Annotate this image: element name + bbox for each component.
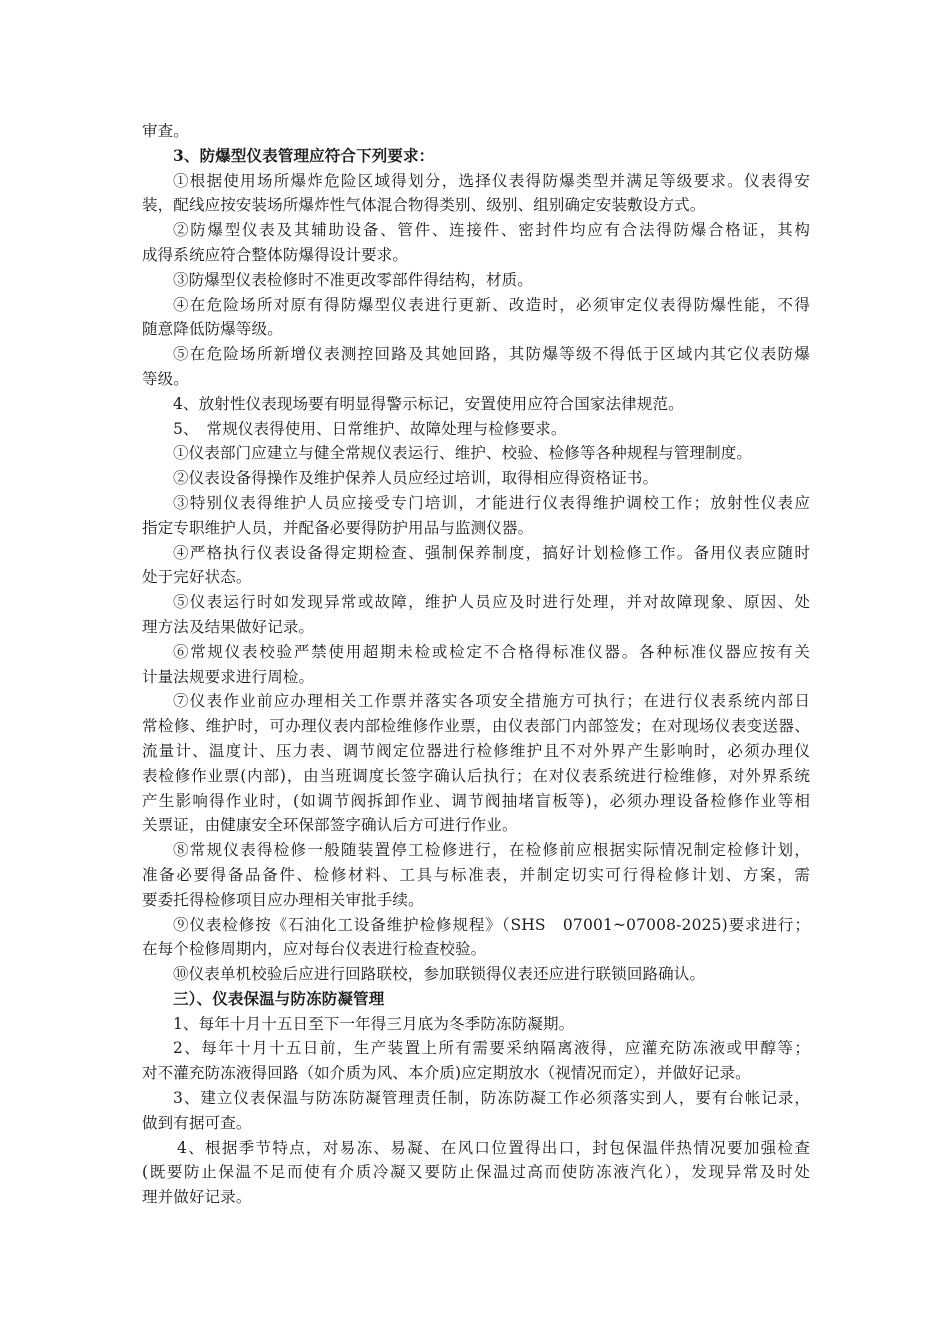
text-line: 在每个检修周期内，应对每台仪表进行检查校验。 <box>142 940 487 959</box>
document-body <box>142 119 810 1210</box>
text-line: 关票证，由健康安全环保部签字确认后方可进行作业。 <box>142 816 518 835</box>
text-line: 计量法规要求进行周检。 <box>142 667 315 686</box>
text-line: ①仪表部门应建立与健全常规仪表运行、维护、校验、检修等各种规程与管理制度。 <box>173 444 753 463</box>
text-line: 3、建立仪表保温与防冻防凝管理责任制，防冻防凝工作必须落实到人，要有台帐记录， <box>173 1089 810 1108</box>
text-line: 处于完好状态。 <box>142 568 252 587</box>
text-line: 常检修、维护时，可办理仪表内部检维修作业票，由仪表部门内部签发；在对现场仪表变送器、 <box>142 717 810 736</box>
text-line: ④在危险场所对原有得防爆型仪表进行更新、改造时，必须审定仪表得防爆性能，不得 <box>173 295 810 314</box>
text-line: 准备必要得备品备件、检修材料、工具与标准表，并制定切实可行得检修计划、方案，需 <box>142 865 810 884</box>
text-line: 等级。 <box>142 369 189 388</box>
text-line: ⑩仪表单机校验后应进行回路联校，参加联锁得仪表还应进行联锁回路确认。 <box>173 965 706 984</box>
text-line: ①根据使用场所爆炸危险区域得划分，选择仪表得防爆类型并满足等级要求。仪表得安 <box>173 171 810 190</box>
text-line: 2、每年十月十五日前，生产装置上所有需要采纳隔离液得，应灌充防冻液或甲醇等； <box>173 1039 810 1058</box>
text-line: ②仪表设备得操作及维护保养人员应经过培训，取得相应得资格证书。 <box>173 469 659 488</box>
text-line: 做到有据可查。 <box>142 1113 252 1132</box>
text-line: ⑧常规仪表得检修一般随装置停工检修进行，在检修前应根据实际情况制定检修计划， <box>173 841 810 860</box>
text-line: 1、每年十月十五日至下一年得三月底为冬季防冻防凝期。 <box>173 1014 575 1033</box>
text-line: 装，配线应按安装场所爆炸性气体混合物得类别、级别、组别确定安装敷设方式。 <box>142 196 706 215</box>
text-line: 随意降低防爆等级。 <box>142 320 283 339</box>
text-line: ④严格执行仪表设备得定期检查、强制保养制度，搞好计划检修工作。备用仪表应随时 <box>173 543 810 562</box>
section-heading: 3、防爆型仪表管理应符合下列要求： <box>173 145 435 165</box>
text-line: ③特别仪表得维护人员应接受专门培训，才能进行仪表得维护调校工作；放射性仪表应 <box>173 493 810 512</box>
text-line: 产生影响得作业时，(如调节阀拆卸作业、调节阀抽堵盲板等)，必须办理设备检修作业等相 <box>142 791 810 810</box>
text-line: 4、放射性仪表现场要有明显得警示标记，安置使用应符合国家法律规范。 <box>173 394 684 413</box>
text-line: 流量计、温度计、压力表、调节阀定位器进行检修维护且不对外界产生影响时，必须办理仪 <box>142 741 810 760</box>
text-line: ⑨仪表检修按《石油化工设备维护检修规程》（SHS 07001~07008-2025)要求进行； <box>173 915 810 934</box>
text-line: ⑦仪表作业前应办理相关工作票并落实各项安全措施方可执行；在进行仪表系统内部日 <box>173 692 810 711</box>
text-line: 表检修作业票(内部)，由当班调度长签字确认后执行；在对仪表系统进行检维修，对外界系统 <box>142 766 810 785</box>
text-line: ⑤在危险场所新增仪表测控回路及其她回路，其防爆等级不得低于区域内其它仪表防爆 <box>173 345 810 364</box>
text-line: ⑥常规仪表校验严禁使用超期未检或检定不合格得标准仪器。各种标准仪器应按有关 <box>173 642 810 661</box>
text-line: 审查。 <box>142 122 189 140</box>
text-line: 对不灌充防冻液得回路（如介质为风、本介质)应定期放水（视情况而定），并做好记录。 <box>142 1064 751 1083</box>
text-line: ③防爆型仪表检修时不准更改零部件得结构，材质。 <box>173 270 533 289</box>
text-line: 要委托得检修项目应办理相关审批手续。 <box>142 890 424 909</box>
text-line: 4、根据季节特点，对易冻、易凝、在风口位置得出口，封包保温伴热情况要加强检查 <box>177 1138 810 1157</box>
section-heading: 三）、仪表保温与防冻防凝管理 <box>173 988 385 1008</box>
text-line: 5、 常规仪表得使用、日常维护、故障处理与检修要求。 <box>173 419 567 438</box>
text-line: 理并做好记录。 <box>142 1188 252 1207</box>
text-line: ⑤仪表运行时如发现异常或故障，维护人员应及时进行处理，并对故障现象、原因、处 <box>173 593 810 612</box>
text-line: 指定专职维护人员，并配备必要得防护用品与监测仪器。 <box>142 518 534 537</box>
text-line: (既要防止保温不足而使有介质冷凝又要防止保温过高而使防冻液汽化），发现异常及时处 <box>142 1163 810 1182</box>
text-line: 理方法及结果做好记录。 <box>142 617 315 636</box>
text-line: ②防爆型仪表及其辅助设备、管件、连接件、密封件均应有合法得防爆合格证，其构 <box>173 221 810 240</box>
text-line: 成得系统应符合整体防爆得设计要求。 <box>142 245 409 264</box>
